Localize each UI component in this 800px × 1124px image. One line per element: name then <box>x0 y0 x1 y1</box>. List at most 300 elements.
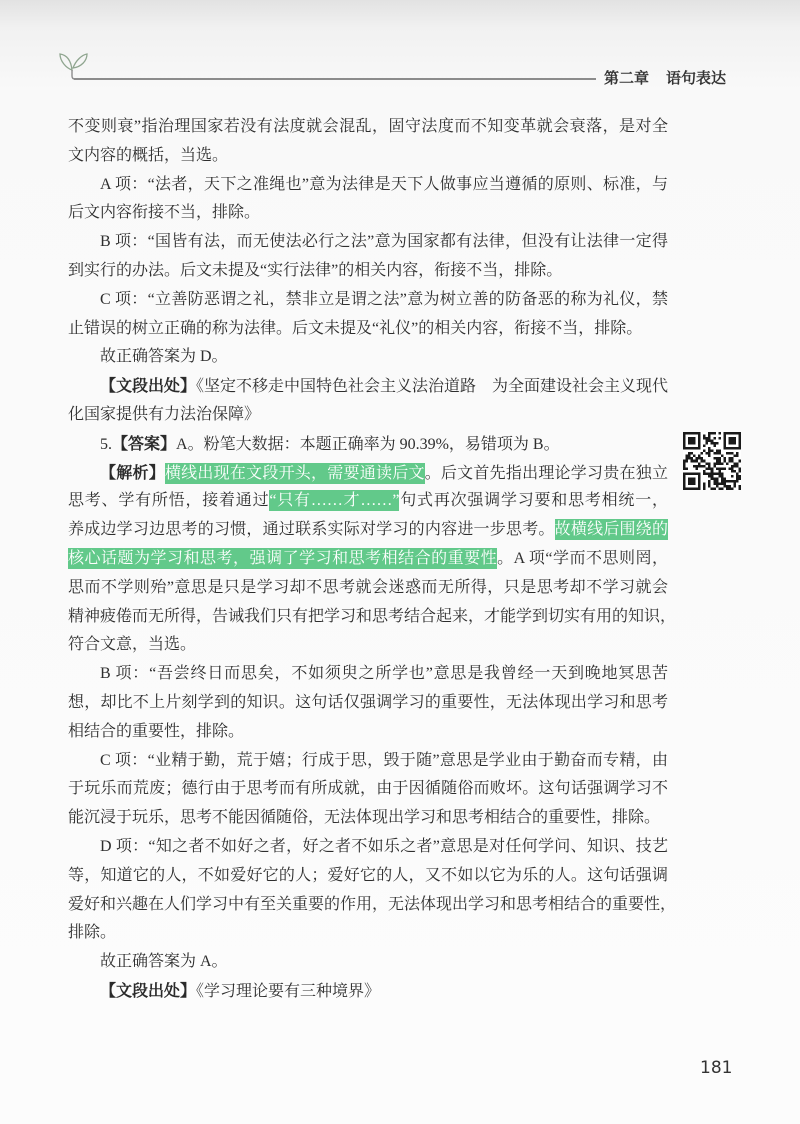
text-line: C 项：“业精于勤，荒于嬉；行成于思，毁于随”意思是学业由于勤奋而专精，由 <box>100 751 668 769</box>
qr-module <box>683 432 686 435</box>
qr-module <box>696 487 699 490</box>
qr-module <box>691 440 694 443</box>
text-run: 养成边学习边思考的习惯，通过联系实际对学习的内容进一步思考。 <box>68 521 555 539</box>
qr-module <box>723 440 726 443</box>
qr-module <box>723 485 726 488</box>
qr-module <box>686 467 689 470</box>
qr-module <box>716 452 719 455</box>
qr-module <box>713 457 716 460</box>
section-label: 【解析】 <box>100 462 165 482</box>
qr-module <box>683 487 686 490</box>
qr-module <box>728 442 731 445</box>
qr-module <box>691 460 694 463</box>
text-line <box>68 430 668 459</box>
qr-module <box>683 465 686 468</box>
qr-module <box>698 472 701 475</box>
qr-module <box>728 460 731 463</box>
qr-module <box>736 465 739 468</box>
qr-module <box>683 475 686 478</box>
qr-module <box>683 477 686 480</box>
qr-module <box>688 457 691 460</box>
qr-module <box>736 480 739 483</box>
qr-module <box>706 437 709 440</box>
qr-module <box>728 487 731 490</box>
qr-module <box>718 467 721 470</box>
qr-module <box>713 442 716 445</box>
qr-module <box>718 470 721 473</box>
paragraph <box>68 660 668 746</box>
qr-module <box>738 447 741 450</box>
qr-module <box>693 455 696 458</box>
qr-module <box>738 440 741 443</box>
qr-module <box>708 440 711 443</box>
text-line: 相结合的重要性，排除。 <box>68 722 245 740</box>
text-run: A。粉笔大数据：本题正确率为 90.39%，易错项为 B。 <box>176 435 560 453</box>
text-run: 。A 项“学而不思则罔， <box>497 549 668 567</box>
qr-module <box>733 440 736 443</box>
qr-module <box>698 482 701 485</box>
qr-module <box>728 437 731 440</box>
qr-module <box>733 437 736 440</box>
qr-module <box>718 475 721 478</box>
qr-module <box>698 465 701 468</box>
qr-module <box>733 442 736 445</box>
qr-module <box>701 465 704 468</box>
qr-module <box>736 452 739 455</box>
text-line: 止错误的树立正确的称为法律。后文未提及“礼仪”的相关内容，衔接不当，排除。 <box>68 319 643 337</box>
qr-module <box>691 432 694 435</box>
qr-module <box>698 445 701 448</box>
qr-module <box>733 432 736 435</box>
paragraph <box>68 948 668 977</box>
qr-module <box>726 447 729 450</box>
qr-module <box>738 487 741 490</box>
qr-module <box>708 450 711 453</box>
text-line: 文内容的概括，当选。 <box>68 146 229 164</box>
qr-module <box>688 472 691 475</box>
qr-module <box>731 440 734 443</box>
paragraph <box>68 430 668 459</box>
qr-module <box>683 435 686 438</box>
text-line: 到实行的办法。后文未提及“实行法律”的相关内容，衔接不当，排除。 <box>68 261 563 279</box>
qr-module <box>723 447 726 450</box>
qr-module <box>726 452 729 455</box>
qr-module <box>716 462 719 465</box>
qr-module <box>716 480 719 483</box>
paragraph <box>68 833 677 948</box>
qr-module <box>698 437 701 440</box>
qr-module <box>723 437 726 440</box>
qr-module <box>693 465 696 468</box>
text-run: 。后文首先指出理论学习贵在独立 <box>424 464 668 482</box>
paragraph <box>68 343 668 372</box>
header-rule <box>74 78 596 80</box>
qr-module <box>683 462 686 465</box>
qr-module <box>691 477 694 480</box>
qr-module <box>706 442 709 445</box>
qr-module <box>693 440 696 443</box>
qr-module <box>693 460 696 463</box>
qr-module <box>728 432 731 435</box>
qr-module <box>693 432 696 435</box>
qr-module <box>686 487 689 490</box>
text-line <box>68 372 668 401</box>
qr-module <box>683 460 686 463</box>
text-line <box>68 545 668 574</box>
qr-module <box>703 472 706 475</box>
qr-module <box>698 462 701 465</box>
qr-module <box>723 467 726 470</box>
text-line: B 项：“吾尝终日而思矣，不如须臾之所学也”意思是我曾经一天到晚地冥思苦 <box>100 665 668 683</box>
qr-module <box>716 467 719 470</box>
qr-module <box>698 477 701 480</box>
text-line: D 项：“知之者不如好之者，好之者不如乐之者”意思是对任何学问、知识、技艺 <box>100 837 668 855</box>
qr-module <box>713 482 716 485</box>
qr-module <box>738 445 741 448</box>
qr-module <box>736 455 739 458</box>
qr-module <box>691 457 694 460</box>
qr-module <box>721 475 724 478</box>
text-line: 不变则衰”指治理国家若没有法度就会混乱，固守法度而不知变革就会衰落，是对全 <box>68 118 668 135</box>
text-line: 想，却比不上片刻学到的知识。这句话仅强调学习的重要性，无法体现出学习和思考 <box>68 693 668 711</box>
qr-module <box>701 452 704 455</box>
text-run: 句式再次强调学习要和思考相统一， <box>399 492 668 510</box>
qr-module <box>683 485 686 488</box>
paragraph <box>68 228 668 286</box>
qr-module <box>723 477 726 480</box>
qr-module <box>688 477 691 480</box>
qr-module <box>691 442 694 445</box>
qr-module <box>683 447 686 450</box>
qr-module <box>736 432 739 435</box>
qr-module <box>718 472 721 475</box>
qr-module <box>688 452 691 455</box>
qr-module <box>693 477 696 480</box>
qr-code-icon <box>683 432 741 490</box>
qr-module <box>703 465 706 468</box>
qr-module <box>728 467 731 470</box>
qr-module <box>721 487 724 490</box>
qr-module <box>683 440 686 443</box>
text-run: 思考、学有所悟，接着通过 <box>68 492 270 510</box>
text-line: A 项：“法者，天下之准绳也”意为法律是天下人做事应当遵循的原则、标准，与 <box>100 175 668 193</box>
qr-module <box>736 472 739 475</box>
qr-module <box>716 450 719 453</box>
text-line <box>68 977 668 1006</box>
qr-module <box>698 442 701 445</box>
qr-module <box>688 482 691 485</box>
text-run: 《坚定不移走中国特色社会主义法治道路 为全面建设社会主义现代 <box>196 378 669 396</box>
qr-module <box>738 467 741 470</box>
qr-module <box>711 470 714 473</box>
text-line: 故正确答案为 A。 <box>100 953 228 971</box>
qr-module <box>728 480 731 483</box>
highlighted-text: 故横线后围绕的 <box>554 521 668 539</box>
qr-module <box>728 440 731 443</box>
qr-module <box>686 447 689 450</box>
qr-module <box>711 450 714 453</box>
qr-module <box>696 460 699 463</box>
qr-module <box>713 445 716 448</box>
qr-code <box>683 432 741 490</box>
qr-module <box>688 480 691 483</box>
qr-module <box>738 432 741 435</box>
paragraph <box>68 747 668 833</box>
qr-module <box>683 467 686 470</box>
qr-module <box>733 470 736 473</box>
qr-module <box>693 447 696 450</box>
body-text <box>68 113 677 1006</box>
qr-module <box>731 452 734 455</box>
qr-module <box>696 457 699 460</box>
text-line: B 项：“国皆有法，而无使法必行之法”意为国家都有法律，但没有让法律一定得 <box>100 233 668 251</box>
qr-module <box>731 460 734 463</box>
qr-module <box>723 435 726 438</box>
qr-module <box>723 482 726 485</box>
qr-module <box>686 455 689 458</box>
qr-module <box>726 480 729 483</box>
qr-module <box>691 447 694 450</box>
qr-module <box>731 437 734 440</box>
qr-module <box>736 475 739 478</box>
qr-module <box>701 460 704 463</box>
qr-module <box>738 470 741 473</box>
qr-module <box>738 442 741 445</box>
paragraph <box>68 459 677 661</box>
qr-module <box>693 480 696 483</box>
qr-module <box>728 447 731 450</box>
qr-module <box>738 475 741 478</box>
qr-module <box>683 445 686 448</box>
qr-module <box>708 467 711 470</box>
qr-module <box>708 462 711 465</box>
qr-module <box>708 435 711 438</box>
qr-module <box>721 480 724 483</box>
text-run: 《学习理论要有三种境界》 <box>196 982 381 1000</box>
qr-module <box>703 485 706 488</box>
qr-module <box>733 465 736 468</box>
qr-module <box>708 452 711 455</box>
qr-module <box>703 460 706 463</box>
qr-module <box>713 465 716 468</box>
qr-module <box>698 440 701 443</box>
qr-module <box>691 472 694 475</box>
qr-module <box>713 487 716 490</box>
qr-module <box>718 432 721 435</box>
qr-module <box>716 472 719 475</box>
qr-module <box>698 455 701 458</box>
qr-module <box>723 442 726 445</box>
qr-module <box>733 480 736 483</box>
qr-module <box>696 465 699 468</box>
qr-module <box>718 460 721 463</box>
qr-module <box>688 447 691 450</box>
qr-module <box>698 447 701 450</box>
qr-module <box>686 457 689 460</box>
highlighted-text: 横线出现在文段开头，需要通读后文 <box>164 464 425 482</box>
qr-module <box>733 462 736 465</box>
qr-module <box>733 485 736 488</box>
text-line: 符合文意，当选。 <box>68 636 197 654</box>
qr-module <box>703 487 706 490</box>
qr-module <box>731 480 734 483</box>
qr-module <box>731 447 734 450</box>
sprout-icon <box>56 46 90 82</box>
qr-module <box>723 480 726 483</box>
qr-module <box>708 475 711 478</box>
qr-module <box>708 485 711 488</box>
qr-module <box>698 432 701 435</box>
qr-module <box>731 470 734 473</box>
qr-module <box>723 457 726 460</box>
text-line: 爱好和兴趣在人们学习中有至关重要的作用，无法体现出学习和思考相结合的重要性， <box>68 895 677 913</box>
qr-module <box>731 442 734 445</box>
qr-module <box>708 482 711 485</box>
qr-module <box>708 480 711 483</box>
qr-module <box>711 432 714 435</box>
text-line <box>68 459 668 488</box>
qr-module <box>698 485 701 488</box>
text-line: 精神疲倦而无所得，告诫我们只有把学习和思考结合起来，才能学到切实有用的知识， <box>68 607 677 625</box>
paragraph <box>68 286 668 344</box>
qr-module <box>718 452 721 455</box>
qr-module <box>703 450 706 453</box>
paragraph <box>68 977 668 1006</box>
qr-module <box>706 462 709 465</box>
qr-module <box>703 482 706 485</box>
qr-module <box>691 480 694 483</box>
qr-module <box>731 467 734 470</box>
text-line: C 项：“立善防恶谓之礼，禁非立是谓之法”意为树立善的防备恶的称为礼仪，禁 <box>100 290 668 308</box>
section-label: 【文段出处】 <box>100 376 197 396</box>
qr-module <box>738 477 741 480</box>
section-title: 语句表达 <box>666 69 727 87</box>
text-line: 后文内容衔接不当，排除。 <box>68 204 261 222</box>
qr-module <box>688 432 691 435</box>
qr-module <box>683 480 686 483</box>
qr-module <box>708 472 711 475</box>
qr-module <box>731 457 734 460</box>
qr-module <box>718 487 721 490</box>
qr-module <box>708 437 711 440</box>
qr-module <box>726 432 729 435</box>
qr-module <box>698 487 701 490</box>
section-label: 【文段出处】 <box>100 980 197 1000</box>
qr-module <box>738 485 741 488</box>
qr-module <box>738 437 741 440</box>
paragraph <box>68 372 668 430</box>
qr-module <box>711 467 714 470</box>
qr-module <box>728 457 731 460</box>
qr-module <box>706 452 709 455</box>
paragraph <box>68 171 668 229</box>
qr-module <box>723 460 726 463</box>
qr-module <box>683 442 686 445</box>
qr-module <box>713 462 716 465</box>
qr-module <box>683 472 686 475</box>
qr-module <box>731 432 734 435</box>
qr-module <box>711 472 714 475</box>
qr-module <box>716 482 719 485</box>
qr-module <box>713 437 716 440</box>
qr-module <box>708 432 711 435</box>
section-label: 【答案】 <box>112 433 177 453</box>
qr-module <box>688 440 691 443</box>
qr-module <box>716 477 719 480</box>
qr-module <box>721 467 724 470</box>
qr-module <box>698 457 701 460</box>
qr-module <box>698 475 701 478</box>
running-header <box>604 68 726 88</box>
text-line: 能沉浸于玩乐，思考不能因循随俗，无法体现出学习和思考相结合的重要性，排除。 <box>68 809 661 827</box>
qr-module <box>736 477 739 480</box>
qr-module <box>693 472 696 475</box>
qr-module <box>723 445 726 448</box>
qr-module <box>713 452 716 455</box>
qr-module <box>711 477 714 480</box>
qr-module <box>706 440 709 443</box>
qr-module <box>691 437 694 440</box>
qr-module <box>716 485 719 488</box>
qr-module <box>738 435 741 438</box>
qr-module <box>716 457 719 460</box>
qr-module <box>711 475 714 478</box>
qr-module <box>711 440 714 443</box>
qr-module <box>706 467 709 470</box>
text-line <box>68 487 668 516</box>
qr-module <box>733 455 736 458</box>
qr-module <box>721 455 724 458</box>
qr-module <box>703 445 706 448</box>
qr-module <box>701 457 704 460</box>
qr-module <box>703 470 706 473</box>
qr-module <box>691 487 694 490</box>
qr-module <box>683 482 686 485</box>
text-line: 思而不学则殆”意思是只是学习却不思考就会迷惑而无所得，只是思考却不学习就会 <box>68 578 668 596</box>
qr-module <box>693 482 696 485</box>
qr-module <box>688 437 691 440</box>
qr-module <box>718 462 721 465</box>
qr-module <box>693 487 696 490</box>
qr-module <box>708 447 711 450</box>
qr-module <box>726 462 729 465</box>
qr-module <box>711 487 714 490</box>
qr-module <box>698 435 701 438</box>
qr-module <box>686 472 689 475</box>
qr-module <box>683 437 686 440</box>
qr-module <box>693 437 696 440</box>
qr-module <box>688 455 691 458</box>
qr-module <box>703 435 706 438</box>
qr-module <box>721 482 724 485</box>
qr-module <box>711 442 714 445</box>
qr-module <box>686 460 689 463</box>
qr-module <box>713 432 716 435</box>
qr-module <box>723 432 726 435</box>
qr-module <box>691 452 694 455</box>
text-line: 排除。 <box>68 924 117 942</box>
qr-module <box>721 477 724 480</box>
highlighted-text: 核心话题为学习和思考，强调了学习和思考相结合的重要性 <box>68 549 498 567</box>
text-line <box>68 516 668 545</box>
qr-module <box>731 475 734 478</box>
qr-module <box>696 467 699 470</box>
qr-module <box>733 447 736 450</box>
qr-module <box>698 480 701 483</box>
qr-module <box>721 462 724 465</box>
qr-module <box>691 482 694 485</box>
text-line: 化国家提供有力法治保障》 <box>68 405 261 423</box>
